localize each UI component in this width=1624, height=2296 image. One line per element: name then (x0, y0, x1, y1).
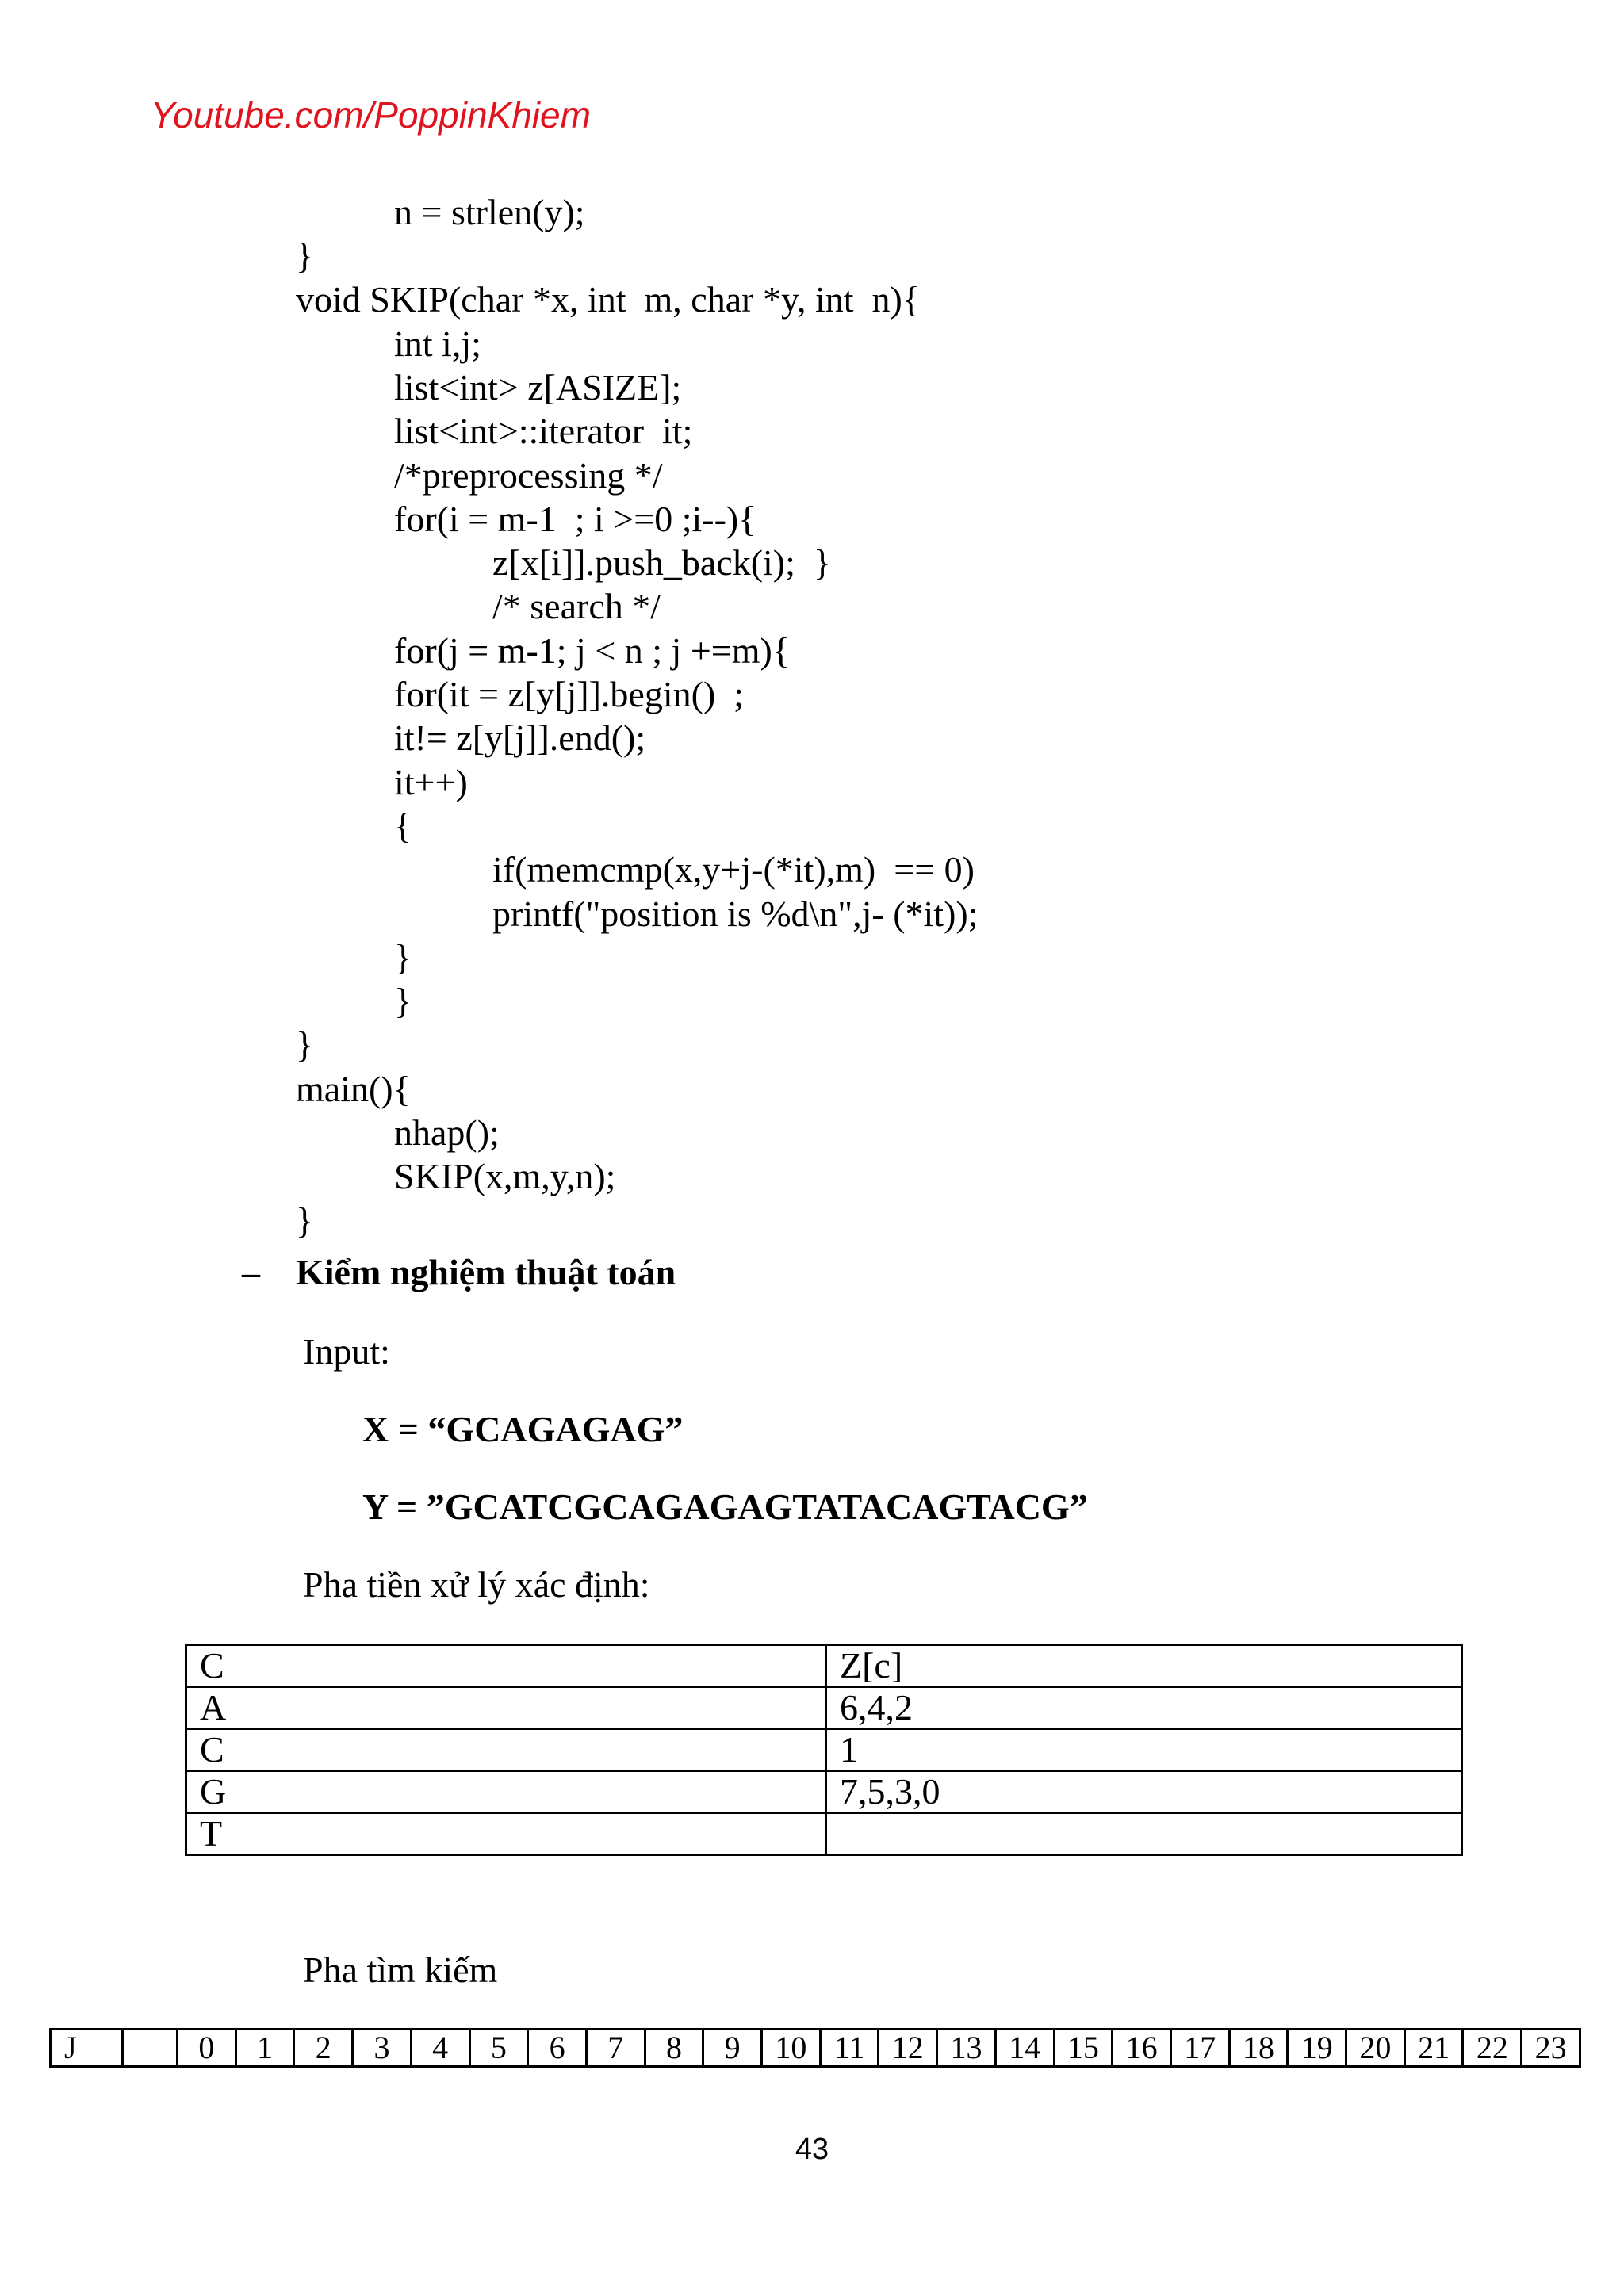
code-line: int i,j; (394, 323, 481, 364)
section-title: Kiểm nghiệm thuật toán (296, 1252, 676, 1292)
table-cell: A (186, 1687, 826, 1729)
code-line: list<int>::iterator it; (394, 411, 693, 451)
input-label: Input: (303, 1331, 390, 1372)
watermark-link[interactable]: Youtube.com/PoppinKhiem (151, 94, 591, 136)
j-cell: 2 (294, 2030, 353, 2067)
code-line: z[x[i]].push_back(i); } (492, 542, 831, 583)
table-row (186, 1813, 1462, 1855)
j-cell (123, 2030, 178, 2067)
j-cell: 0 (178, 2030, 236, 2067)
table-row (186, 1729, 1462, 1771)
table-cell: 6,4,2 (826, 1687, 1462, 1729)
j-cell: 19 (1288, 2030, 1346, 2067)
code-line: for(i = m-1 ; i >=0 ;i--){ (394, 499, 756, 539)
code-line: } (394, 981, 412, 1021)
table-row (186, 1771, 1462, 1813)
code-line: main(){ (296, 1069, 411, 1109)
j-cell: 3 (353, 2030, 412, 2067)
code-line: { (394, 806, 412, 846)
code-line: printf("position is %d\n",j- (*it)); (492, 894, 979, 934)
j-cell: 17 (1170, 2030, 1229, 2067)
table-cell: T (186, 1813, 826, 1855)
j-cell: 15 (1054, 2030, 1113, 2067)
code-line: n = strlen(y); (394, 192, 585, 232)
code-line: nhap(); (394, 1112, 500, 1153)
code-line: it++) (394, 762, 468, 802)
j-cell: 22 (1463, 2030, 1522, 2067)
code-line: /* search */ (492, 586, 661, 626)
j-cell: 23 (1522, 2030, 1580, 2067)
j-cell: 21 (1404, 2030, 1463, 2067)
table-cell: G (186, 1771, 826, 1813)
j-cell: 9 (703, 2030, 762, 2067)
j-cell: 20 (1346, 2030, 1405, 2067)
code-line: /*preprocessing */ (394, 455, 663, 496)
j-cell: 14 (995, 2030, 1054, 2067)
j-cell: 16 (1113, 2030, 1171, 2067)
bullet-dash: – (242, 1252, 260, 1292)
code-line: void SKIP(char *x, int m, char *y, int n){ (296, 279, 920, 320)
j-cell: 4 (411, 2030, 469, 2067)
code-line: it!= z[y[j]].end(); (394, 718, 646, 758)
code-line: if(memcmp(x,y+j-(*it),m) == 0) (492, 849, 975, 890)
header-cell: Z[c] (826, 1645, 1462, 1687)
text-y: Y = ”GCATCGCAGAGAGTATACAGTACG” (362, 1487, 1088, 1527)
table-cell (826, 1813, 1462, 1855)
j-label-cell: J (51, 2030, 123, 2067)
code-line: for(it = z[y[j]].begin() ; (394, 674, 745, 714)
j-index-table (49, 2028, 1581, 2068)
code-line: SKIP(x,m,y,n); (394, 1156, 616, 1196)
j-cell: 13 (937, 2030, 996, 2067)
code-line: } (296, 235, 314, 276)
j-cell: 5 (469, 2030, 528, 2067)
code-line: } (394, 937, 412, 978)
j-index-row (51, 2030, 1580, 2067)
code-line: for(j = m-1; j < n ; j +=m){ (394, 630, 790, 671)
table-header-row (186, 1645, 1462, 1687)
j-cell: 6 (528, 2030, 587, 2067)
pattern-x: X = “GCAGAGAG” (362, 1409, 684, 1449)
table-cell: C (186, 1729, 826, 1771)
preprocessing-label: Pha tiền xử lý xác định: (303, 1564, 650, 1605)
j-cell: 18 (1229, 2030, 1288, 2067)
j-cell: 10 (762, 2030, 821, 2067)
j-cell: 8 (645, 2030, 703, 2067)
j-cell: 11 (820, 2030, 879, 2067)
search-label: Pha tìm kiếm (303, 1950, 498, 1990)
code-line: } (296, 1200, 314, 1241)
skip-table (185, 1644, 1463, 1856)
header-cell: C (186, 1645, 826, 1687)
j-cell: 1 (236, 2030, 294, 2067)
table-row (186, 1687, 1462, 1729)
j-cell: 7 (586, 2030, 645, 2067)
code-line: list<int> z[ASIZE]; (394, 367, 682, 408)
table-cell: 1 (826, 1729, 1462, 1771)
page-number: 43 (795, 2133, 829, 2166)
j-cell: 12 (879, 2030, 937, 2067)
code-line: } (296, 1024, 314, 1065)
table-cell: 7,5,3,0 (826, 1771, 1462, 1813)
